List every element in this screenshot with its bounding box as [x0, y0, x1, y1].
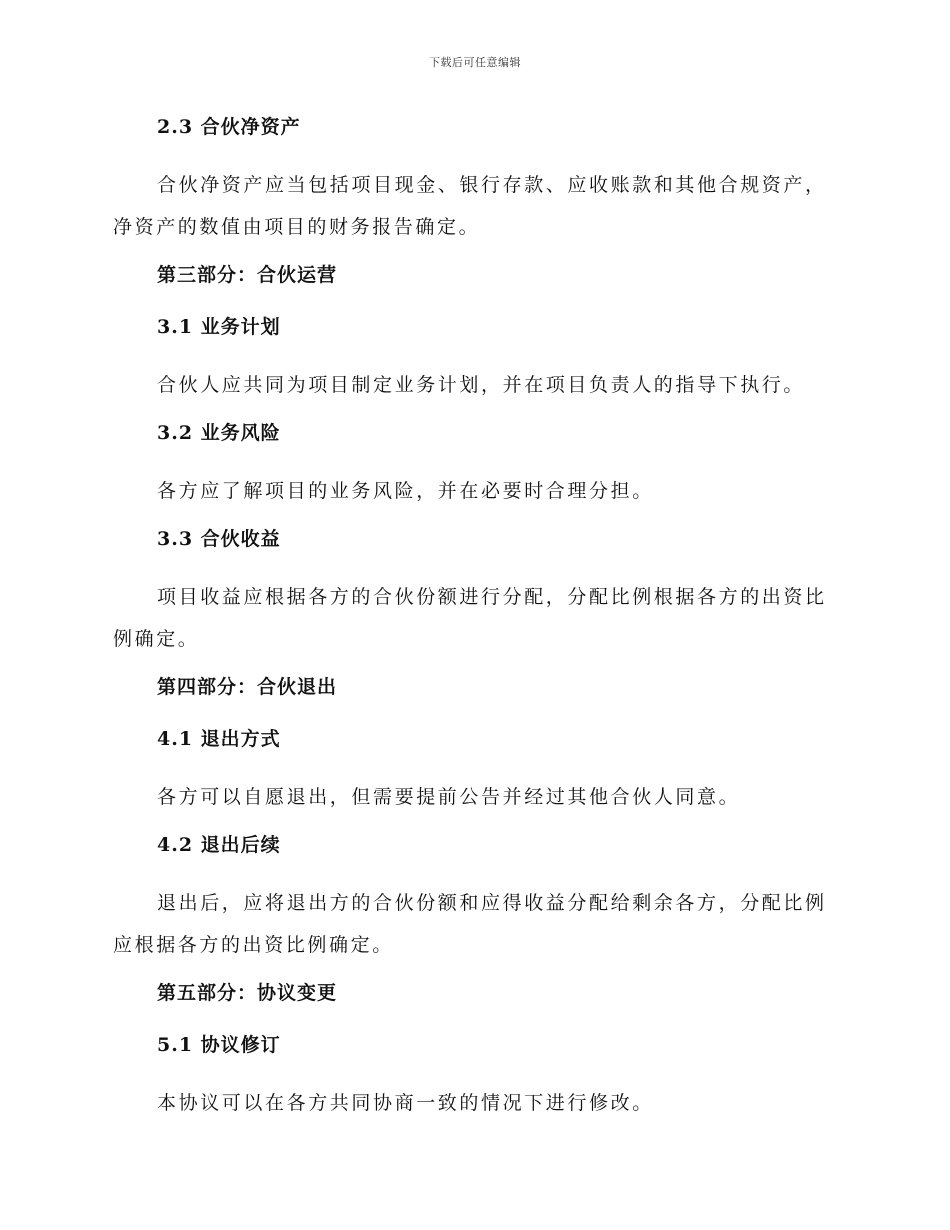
part-heading-4: 第四部分：合伙退出 [157, 676, 338, 698]
section-body-3-3: 项目收益应根据各方的合伙份额进行分配，分配比例根据各方的出资比例确定。 [113, 586, 827, 650]
section-body-4-1: 各方可以自愿退出，但需要提前公告并经过其他合伙人同意。 [157, 786, 741, 808]
section-heading-3-2: 3.2 业务风险 [157, 422, 281, 444]
part-heading-3: 第三部分：合伙运营 [157, 264, 338, 286]
part-heading-5: 第五部分：协议变更 [157, 982, 338, 1004]
section-body-5-1: 本协议可以在各方共同协商一致的情况下进行修改。 [157, 1092, 654, 1114]
document-body [113, 112, 833, 1124]
section-heading-5-1: 5.1 协议修订 [157, 1034, 281, 1056]
section-heading-3-1: 3.1 业务计划 [157, 316, 281, 338]
section-body-3-1: 合伙人应共同为项目制定业务计划，并在项目负责人的指导下执行。 [157, 374, 806, 396]
page-header: 下载后可任意编辑 [429, 56, 521, 69]
section-body-2-3: 合伙净资产应当包括项目现金、银行存款、应收账款和其他合规资产，净资产的数值由项目的财务报告确定。 [113, 174, 827, 238]
section-heading-3-3: 3.3 合伙收益 [157, 528, 281, 550]
section-body-4-2: 退出后，应将退出方的合伙份额和应得收益分配给剩余各方，分配比例应根据各方的出资比例确定。 [113, 892, 827, 956]
section-heading-4-2: 4.2 退出后续 [157, 834, 281, 856]
section-heading-4-1: 4.1 退出方式 [157, 728, 281, 750]
section-heading-2-3: 2.3 合伙净资产 [157, 116, 301, 138]
section-body-3-2: 各方应了解项目的业务风险，并在必要时合理分担。 [157, 480, 654, 502]
